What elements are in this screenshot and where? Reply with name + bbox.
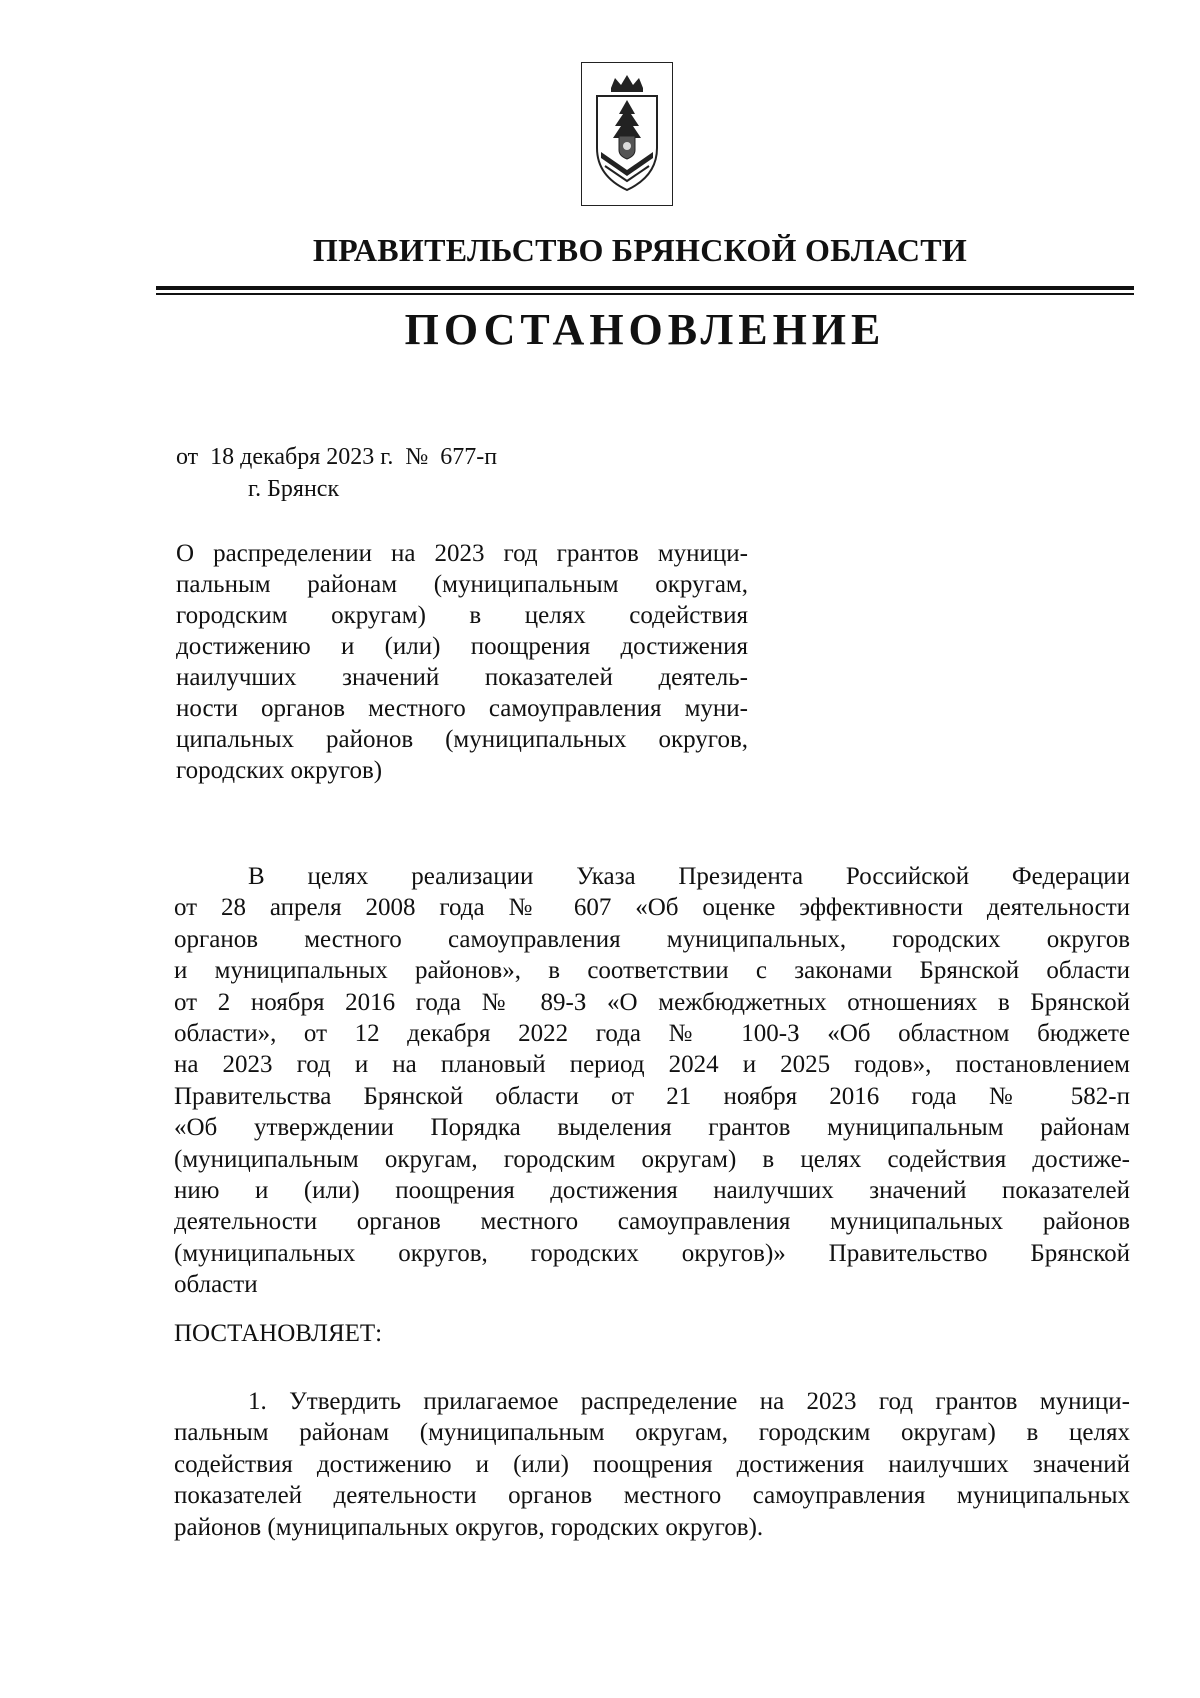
- item-1-line: 1. Утвердить прилагаемое распределение на 2023 год грантов муници-: [248, 1388, 1130, 1415]
- preamble-line: «Об утверждении Порядка выделения грантов муниципальным районам: [174, 1114, 1130, 1142]
- item-1-line: районов (муниципальных округов, городских округов).: [174, 1513, 764, 1541]
- subject-line: ности органов местного самоуправления муни-: [176, 695, 748, 722]
- document-city: г. Брянск: [248, 476, 340, 502]
- item-1-paragraph: [174, 1386, 1130, 1543]
- document-date-number: от 18 декабря 2023 г. № 677-п: [176, 444, 498, 470]
- subject-line: наилучших значений показателей деятель-: [176, 664, 748, 691]
- document-type-title: ПОСТАНОВЛЕНИЕ: [404, 305, 886, 354]
- item-1-line: пальным районам (муниципальным округам, городским округам) в целях: [174, 1419, 1130, 1447]
- document-subject: [176, 538, 748, 786]
- preamble-line: (муниципальных округов, городских округов)» Правительство Брянской: [174, 1239, 1130, 1267]
- preamble-line: органов местного самоуправления муниципальных, городских округов: [174, 925, 1130, 953]
- subject-line: ципальных районов (муниципальных округов,: [176, 726, 748, 753]
- subject-line: достижению и (или) поощрения достижения: [176, 633, 748, 660]
- preamble-paragraph: [174, 861, 1130, 1300]
- preamble-line: области», от 12 декабря 2022 года № 100-З «Об областном бюджете: [174, 1019, 1130, 1047]
- subject-line: городским округам) в целях содействия: [176, 602, 748, 629]
- emblem-frame: [581, 62, 673, 206]
- decree-word: ПОСТАНОВЛЯЕТ:: [174, 1320, 383, 1347]
- organization-title: ПРАВИТЕЛЬСТВО БРЯНСКОЙ ОБЛАСТИ: [312, 232, 968, 268]
- subject-line: городских округов): [176, 757, 383, 784]
- preamble-line: области: [174, 1271, 258, 1299]
- subject-line: пальным районам (муниципальным округам,: [176, 571, 748, 598]
- preamble-line: В целях реализации Указа Президента Российской Федерации: [248, 863, 1130, 890]
- preamble-line: на 2023 год и на плановый период 2024 и 2025 годов», постановлением: [174, 1051, 1130, 1079]
- coat-of-arms-icon: [589, 70, 665, 198]
- subject-line: О распределении на 2023 год грантов муници-: [176, 540, 748, 567]
- item-1-line: показателей деятельности органов местного самоуправления муниципальных: [174, 1482, 1130, 1510]
- preamble-line: и муниципальных районов», в соответствии с законами Брянской области: [174, 957, 1130, 985]
- preamble-line: деятельности органов местного самоуправления муниципальных районов: [174, 1208, 1130, 1236]
- preamble-line: Правительства Брянской области от 21 ноября 2016 года № 582-п: [174, 1082, 1130, 1110]
- preamble-line: от 28 апреля 2008 года № 607 «Об оценке эффективности деятельности: [174, 894, 1130, 922]
- header-rule-thick: [156, 286, 1134, 290]
- preamble-line: нию и (или) поощрения достижения наилучших значений показателей: [174, 1176, 1130, 1204]
- preamble-line: от 2 ноября 2016 года № 89-З «О межбюджетных отношениях в Брянской: [174, 988, 1130, 1016]
- preamble-line: (муниципальным округам, городским округам) в целях содействия достиже-: [174, 1145, 1130, 1173]
- item-1-line: содействия достижению и (или) поощрения достижения наилучших значений: [174, 1450, 1130, 1478]
- header-rule-thin: [156, 293, 1134, 295]
